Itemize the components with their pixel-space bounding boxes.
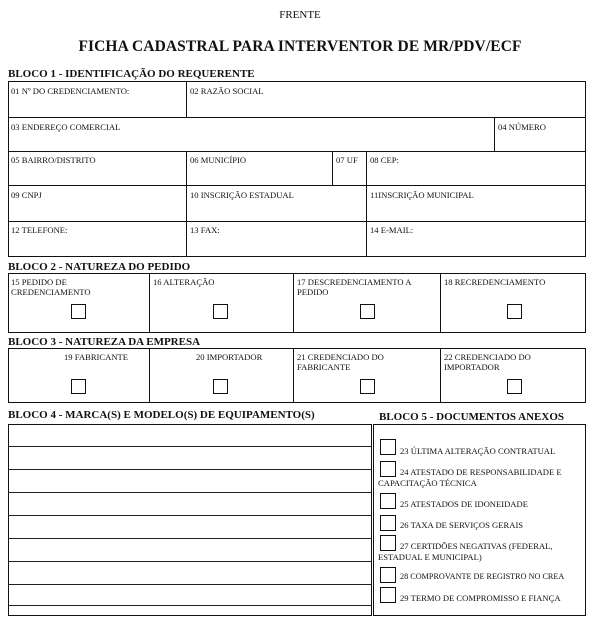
doc-comprovante-crea: 28 COMPROVANTE DE REGISTRO NO CREA [400, 572, 565, 581]
checkbox-pedido-credenciamento[interactable] [71, 304, 86, 319]
bloco1-grid [8, 81, 586, 257]
doc-certidoes-negativas: 27 CERTIDÕES NEGATIVAS (FEDERAL, ESTADUAL E MUNICIPAL) [378, 541, 553, 562]
option-pedido-credenciamento: 15 PEDIDO DE CREDENCIAMENTO [11, 277, 91, 297]
option-fabricante: 19 FABRICANTE [64, 352, 129, 362]
option-recredenciamento: 18 RECREDENCIAMENTO [444, 277, 546, 287]
field-razao-social[interactable]: 02 RAZÃO SOCIAL [190, 86, 264, 96]
field-inscricao-municipal[interactable]: 11INSCRIÇÃO MUNICIPAL [370, 190, 474, 200]
page-side-label: FRENTE [279, 9, 321, 21]
doc-termo-compromisso: 29 TERMO DE COMPROMISSO E FIANÇA [400, 593, 561, 603]
equipment-line[interactable] [8, 561, 372, 562]
option-alteracao: 16 ALTERAÇÃO [153, 277, 215, 287]
bloco2-title: BLOCO 2 - NATUREZA DO PEDIDO [8, 261, 191, 273]
field-email[interactable]: 14 E-MAIL: [370, 225, 414, 235]
option-importador: 20 IMPORTADOR [196, 352, 263, 362]
checkbox-doc-29[interactable] [380, 587, 396, 603]
checkbox-alteracao[interactable] [213, 304, 228, 319]
checkbox-doc-28[interactable] [380, 567, 396, 583]
field-inscricao-estadual[interactable]: 10 INSCRIÇÃO ESTADUAL [190, 190, 294, 200]
checkbox-doc-23[interactable] [380, 439, 396, 455]
field-fax[interactable]: 13 FAX: [190, 225, 220, 235]
equipment-line[interactable] [8, 538, 372, 539]
equipment-line[interactable] [8, 446, 372, 447]
option-credenciado-fabricante: 21 CREDENCIADO DO FABRICANTE [297, 352, 384, 372]
checkbox-importador[interactable] [213, 379, 228, 394]
equipment-list-area[interactable] [8, 424, 372, 616]
equipment-line[interactable] [8, 515, 372, 516]
option-descredenciamento: 17 DESCREDENCIAMENTO A PEDIDO [297, 277, 411, 297]
doc-atestado-responsabilidade: 24 ATESTADO DE RESPONSABILIDADE E CAPACITAÇÃO TÉCNICA [378, 467, 562, 488]
doc-atestados-idoneidade: 25 ATESTADOS DE IDONEIDADE [400, 499, 528, 509]
checkbox-descredenciamento[interactable] [360, 304, 375, 319]
option-credenciado-importador: 22 CREDENCIADO DO IMPORTADOR [444, 352, 531, 372]
checkbox-fabricante[interactable] [71, 379, 86, 394]
checkbox-credenciado-fabricante[interactable] [360, 379, 375, 394]
field-numero[interactable]: 04 NÚMERO [498, 122, 546, 132]
equipment-line[interactable] [8, 469, 372, 470]
equipment-line[interactable] [8, 492, 372, 493]
field-bairro[interactable]: 05 BAIRRO/DISTRITO [11, 155, 96, 165]
field-cep[interactable]: 08 CEP: [370, 155, 399, 165]
bloco1-title: BLOCO 1 - IDENTIFICAÇÃO DO REQUERENTE [8, 68, 255, 80]
equipment-line[interactable] [8, 584, 372, 585]
field-municipio[interactable]: 06 MUNICÍPIO [190, 155, 247, 165]
form-title: FICHA CADASTRAL PARA INTERVENTOR DE MR/PDV/ECF [78, 38, 522, 55]
doc-taxa-servicos: 26 TAXA DE SERVIÇOS GERAIS [400, 520, 524, 530]
checkbox-credenciado-importador[interactable] [507, 379, 522, 394]
field-telefone[interactable]: 12 TELEFONE: [11, 225, 68, 235]
checkbox-recredenciamento[interactable] [507, 304, 522, 319]
field-endereco[interactable]: 03 ENDEREÇO COMERCIAL [11, 122, 121, 132]
equipment-line[interactable] [8, 605, 372, 606]
bloco3-title: BLOCO 3 - NATUREZA DA EMPRESA [8, 336, 201, 348]
field-credenciamento[interactable]: 01 Nº DO CREDENCIAMENTO: [11, 86, 130, 96]
field-uf[interactable]: 07 UF [336, 155, 358, 165]
checkbox-doc-25[interactable] [380, 493, 396, 509]
field-cnpj[interactable]: 09 CNPJ [11, 190, 42, 200]
checkbox-doc-26[interactable] [380, 515, 396, 531]
bloco5-title: BLOCO 5 - DOCUMENTOS ANEXOS [379, 411, 564, 423]
bloco4-title: BLOCO 4 - MARCA(S) E MODELO(S) DE EQUIPAMENTO(S) [8, 409, 315, 421]
doc-ultima-alteracao: 23 ÚLTIMA ALTERAÇÃO CONTRATUAL [400, 446, 556, 456]
